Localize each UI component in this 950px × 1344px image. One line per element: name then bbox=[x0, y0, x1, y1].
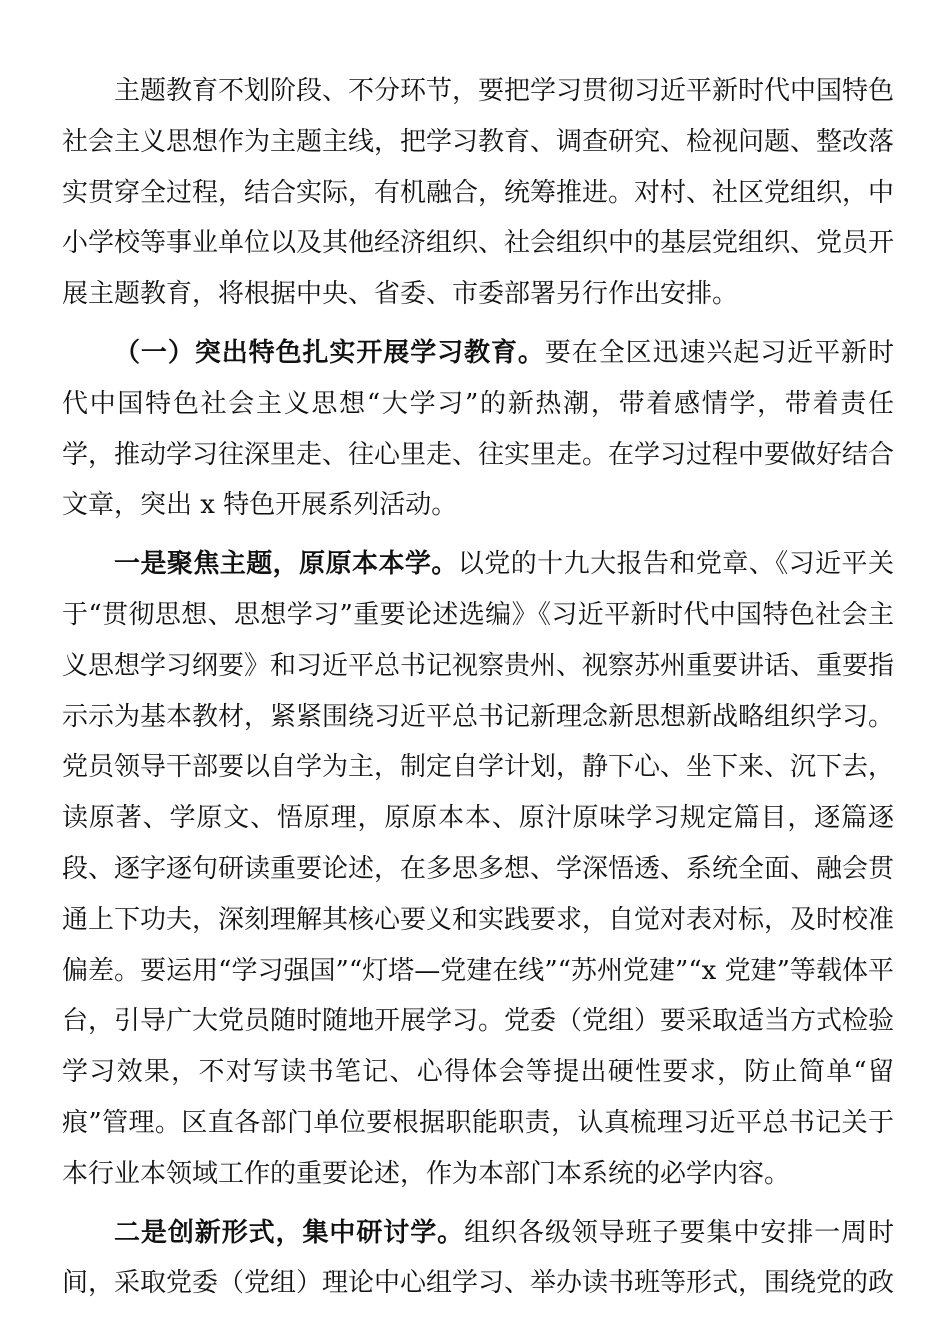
point-one-text: 以党的十九大报告和党章、《习近平关于“贯彻思想、思想学习”重要论述选编》《习近平新时代中国特色社会主义思想学习纲要》和习近平总书记视察贵州、视察苏州重要讲话、重要指示示为基本教材，紧紧围绕习近平总书记新理念新思想新战略组织学习。党员领导干部要以自学为主，制定自学计划，静下心、坐下来、沉下去，读原著、学原文、悟原理，原原本本、原汁原味学习规定篇目，逐篇逐段、逐字逐句研读重要论述，在多思多想、学深悟透、系统全面、融会贯通上下功夫，深刻理解其核心要义和实践要求，自觉对表对标，及时校准偏差。要运用“学习强国”“灯塔—党建在线”“苏州党建”“x 党建”等载体平台，引导广大党员随时随地开展学习。党委（党组）要采取适当方式检验学习效果，不对写读书笔记、心得体会等提出硬性要求，防止简单“留痕”管理。区直各部门单位要根据职能职责，认真梳理习近平总书记关于本行业本领域工作的重要论述，作为本部门本系统的必学内容。 bbox=[62, 549, 895, 1189]
paragraph-point-one bbox=[62, 539, 894, 1199]
paragraph-section-one bbox=[62, 328, 894, 531]
section-one-text: 要在全区迅速兴起习近平新时代中国特色社会主义思想“大学习”的新热潮，带着感情学，带着责任学，推动学习往深里走、往心里走、往实里走。在学习过程中要做好结合文章，突出 x 特色开展系列活动。 bbox=[62, 337, 895, 521]
point-two-heading: 二是创新形式，集中研讨学。 bbox=[114, 1217, 465, 1248]
document-page bbox=[62, 66, 894, 1309]
point-one-heading: 一是聚焦主题，原原本本学。 bbox=[114, 549, 458, 580]
point-two-text: 组织各级领导班子要集中安排一周时间，采取党委（党组）理论中心组学习、举办读书班等形式，围绕党的政 bbox=[62, 1217, 895, 1299]
paragraph-intro-text: 主题教育不划阶段、不分环节，要把学习贯彻习近平新时代中国特色社会主义思想作为主题主线，把学习教育、调查研究、检视问题、整改落实贯穿全过程，结合实际，有机融合，统筹推进。对村、社区党组织，中小学校等事业单位以及其他经济组织、社会组织中的基层党组织、党员开展主题教育，将根据中央、省委、市委部署另行作出安排。 bbox=[62, 76, 895, 310]
paragraph-point-two bbox=[62, 1208, 894, 1310]
paragraph-intro bbox=[62, 66, 894, 320]
section-one-heading: （一）突出特色扎实开展学习教育。 bbox=[114, 337, 545, 368]
